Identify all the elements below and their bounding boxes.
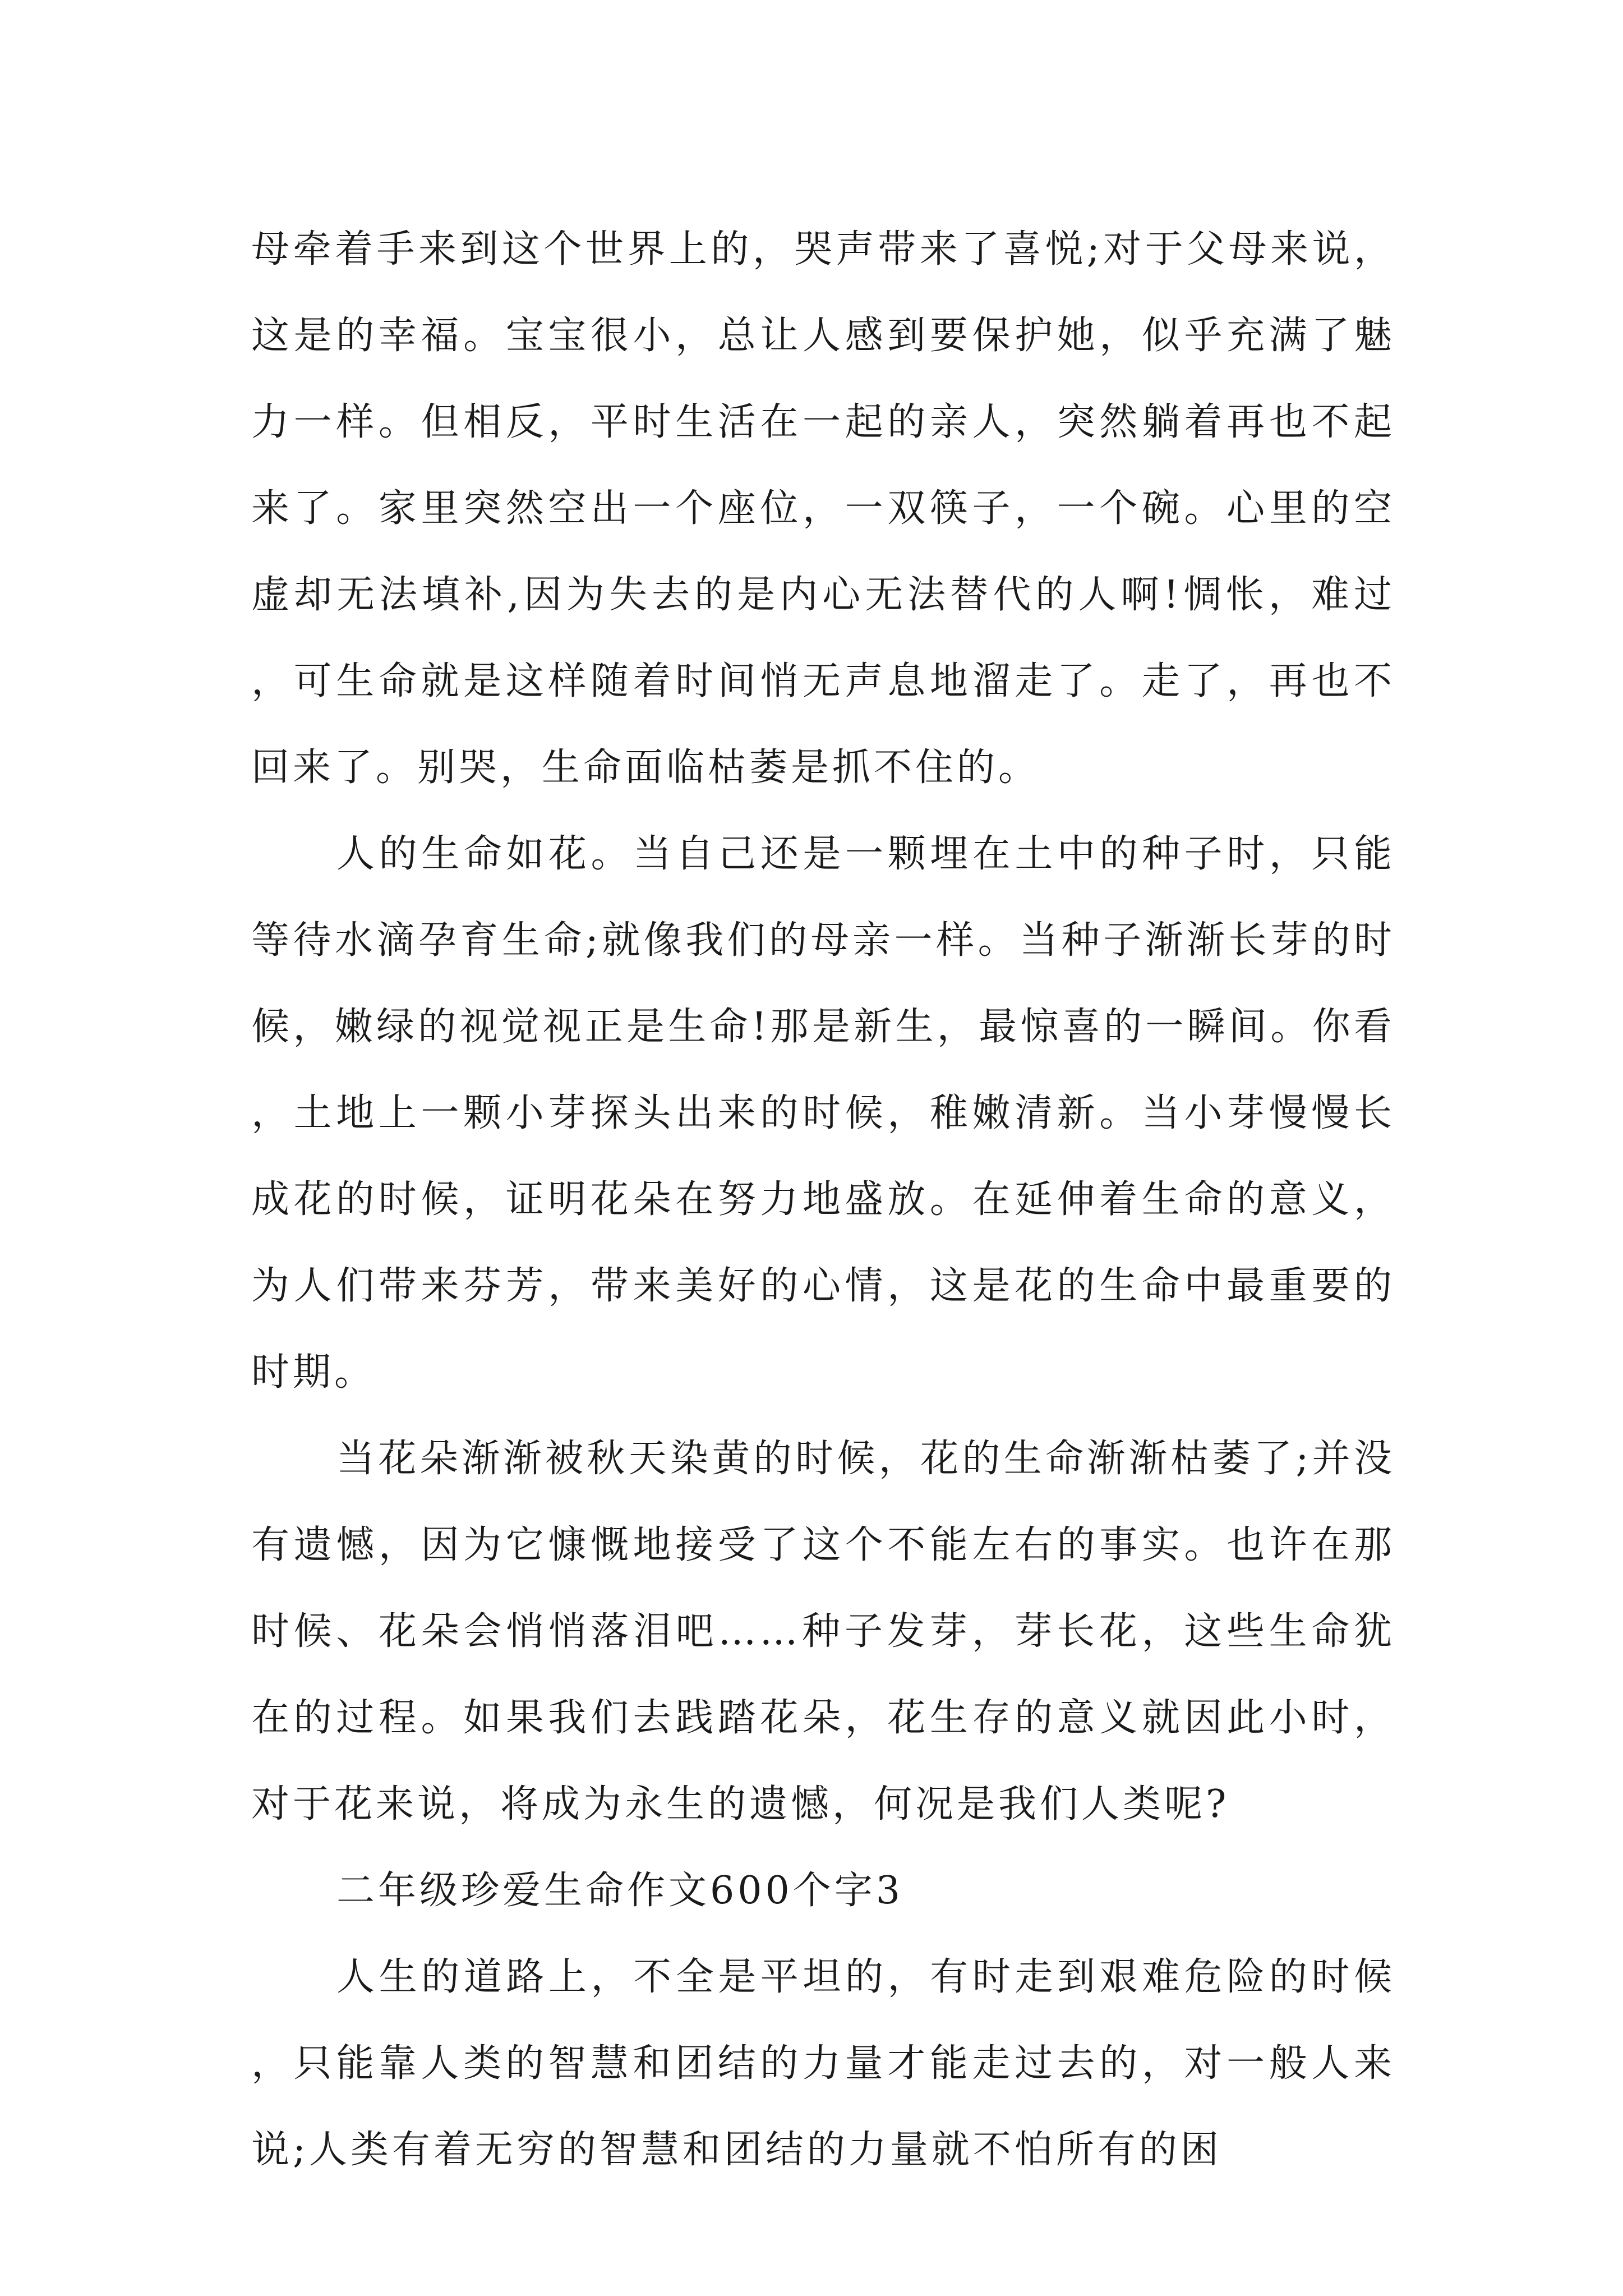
section-heading: 二年级珍爱生命作文600个字3	[336, 1869, 904, 1913]
paragraph-3: 当花朵渐渐被秋天染黄的时候，花的生命渐渐枯萎了;并没有遗憾，因为它慷慨地接受了这个不能左右的事实。也许在那时候、花朵会悄悄落泪吧……种子发芽，芽长花，这些生命犹在的过程。如果我们去践踏花朵，花生存的意义就因此小时，对于花来说，将成为永生的遗憾，何况是我们人类呢?	[251, 1437, 1395, 1826]
paragraph-4: 人生的道路上，不全是平坦的，有时走到艰难危险的时候，只能靠人类的智慧和团结的力量才能走过去的，对一般人来说;人类有着无穷的智慧和团结的力量就不怕所有的困	[251, 1955, 1395, 2172]
paragraph-1: 母牵着手来到这个世界上的，哭声带来了喜悦;对于父母来说，这是的幸福。宝宝很小，总让人感到要保护她，似乎充满了魅力一样。但相反，平时生活在一起的亲人，突然躺着再也不起来了。家里突然空出一个座位，一双筷子，一个碗。心里的空虚却无法填补,因为失去的是内心无法替代的人啊!惆怅，难过，可生命就是这样随着时间悄无声息地溜走了。走了，再也不回来了。别哭，生命面临枯萎是抓不住的。	[251, 227, 1395, 790]
paragraph-2: 人的生命如花。当自己还是一颗埋在土中的种子时，只能等待水滴孕育生命;就像我们的母亲一样。当种子渐渐长芽的时候，嫩绿的视觉视正是生命!那是新生，最惊喜的一瞬间。你看，土地上一颗小芽探头出来的时候，稚嫩清新。当小芽慢慢长成花的时候，证明花朵在努力地盛放。在延伸着生命的意义，为人们带来芬芳，带来美好的心情，这是花的生命中最重要的时期。	[251, 832, 1395, 1395]
document-body	[251, 206, 1395, 2193]
